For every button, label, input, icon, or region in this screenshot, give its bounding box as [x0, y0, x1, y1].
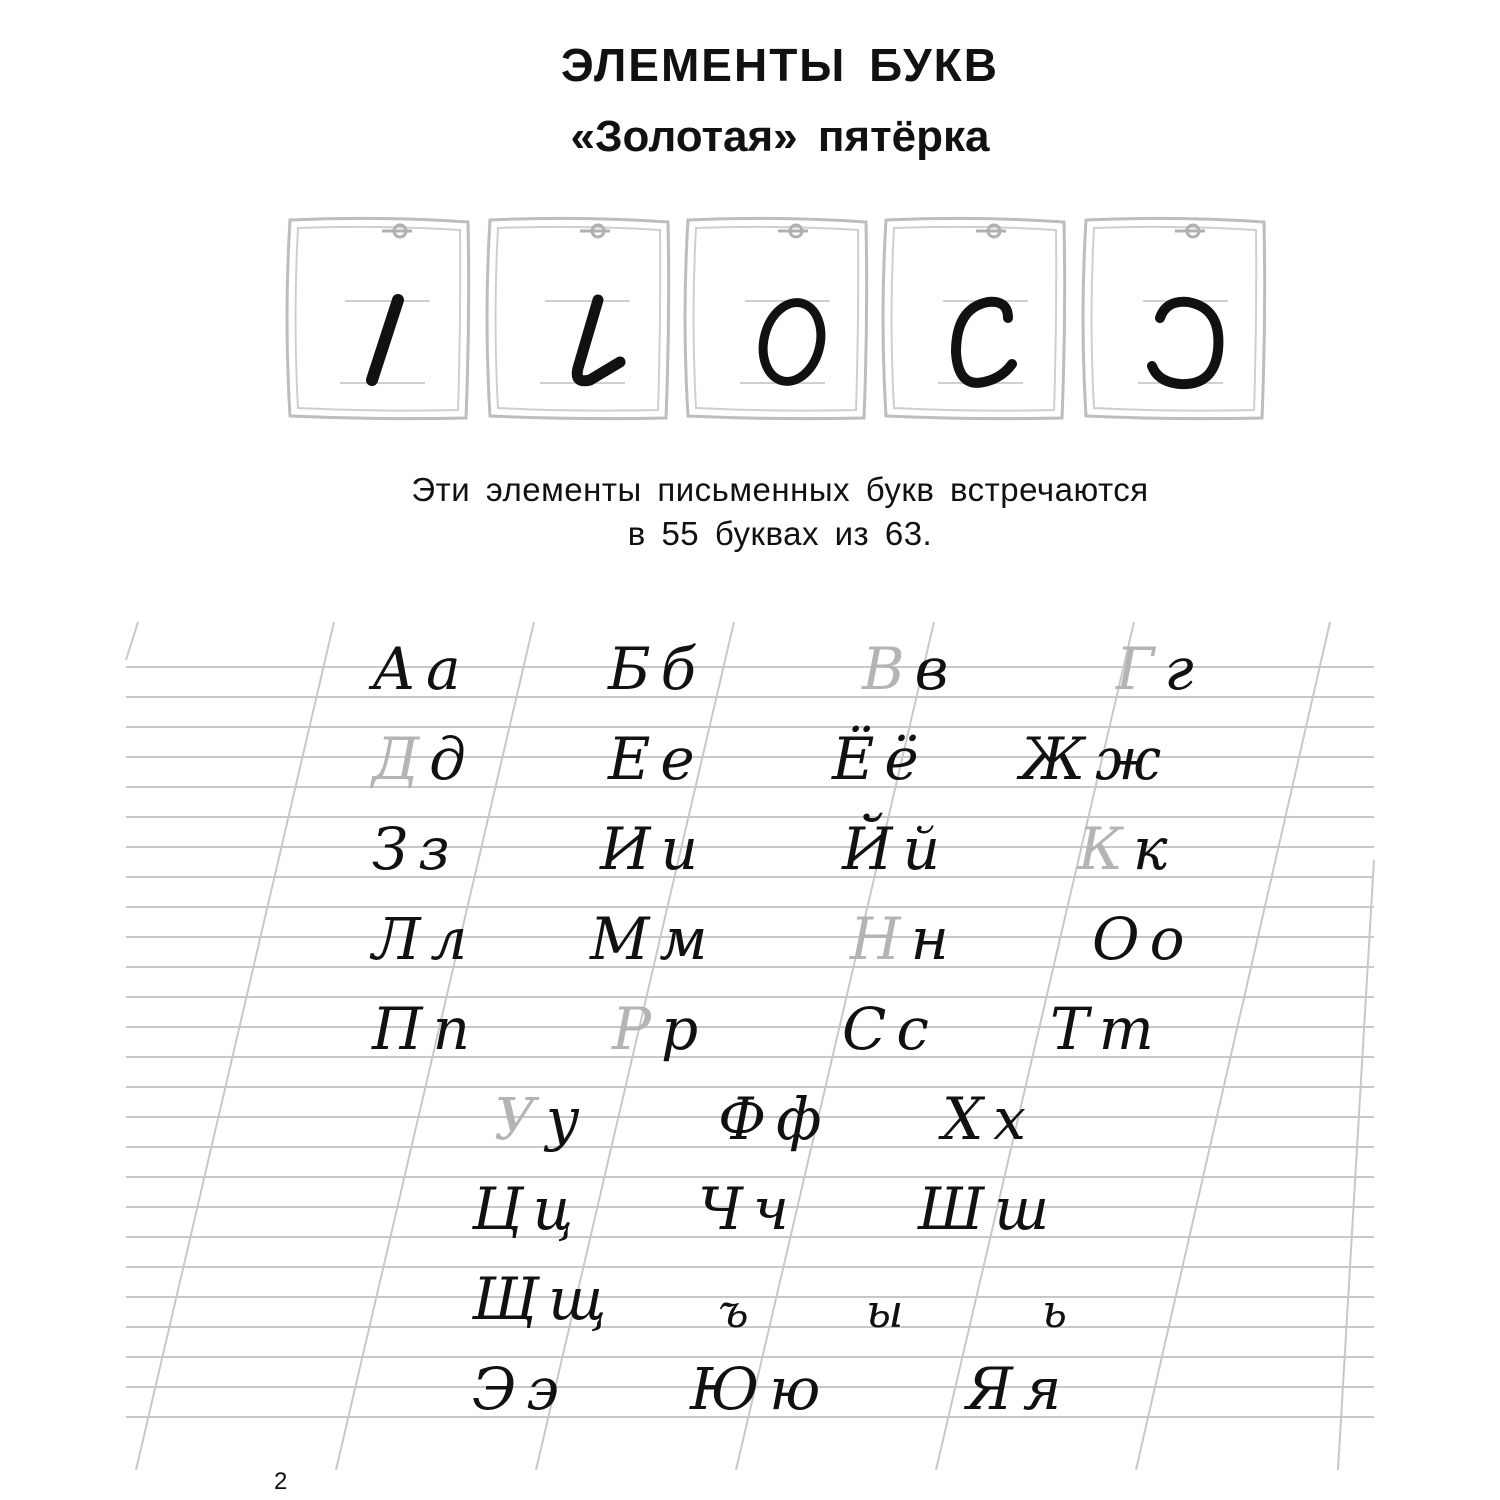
page-title: ЭЛЕМЕНТЫ БУКВ: [561, 39, 999, 91]
letter-pair: ъ: [718, 1284, 749, 1338]
letter-pair: Ё ё: [832, 725, 919, 793]
description-line: в 55 буквах из 63.: [627, 515, 933, 552]
letter-pair: Д д: [372, 725, 466, 793]
letter-pair: Э э: [472, 1355, 559, 1423]
letter-pair: Н н: [850, 905, 949, 973]
page-number: 2: [274, 1468, 288, 1495]
letter-pair: ь: [1042, 1284, 1068, 1338]
description-line: Эти элементы письменных букв встречаются: [411, 471, 1149, 508]
letter-pair: Щ щ: [472, 1265, 607, 1333]
letter-pair: Е е: [608, 725, 695, 793]
letter-pair: Х х: [942, 1085, 1027, 1153]
letter-pair: Ч ч: [698, 1175, 789, 1243]
letter-pair: С с: [842, 995, 929, 1063]
letter-pair: Я я: [966, 1355, 1062, 1423]
letter-pair: У у: [494, 1085, 580, 1153]
letter-pair: Г г: [1116, 635, 1194, 703]
letter-pair: Ф ф: [718, 1085, 822, 1153]
letter-pair: ы: [866, 1284, 904, 1338]
letter-pair: Б б: [608, 635, 697, 703]
page-subtitle: «Золотая» пятёрка: [570, 112, 990, 161]
letter-pair: О о: [1092, 905, 1185, 973]
letter-pair: П п: [372, 995, 470, 1063]
letter-pair: Т т: [1050, 995, 1154, 1063]
letter-pair: Ш ш: [918, 1175, 1050, 1243]
letter-pair: А а: [372, 635, 461, 703]
letter-pair: Ю ю: [690, 1355, 821, 1423]
letter-pair: Л л: [372, 905, 468, 973]
letter-pair: В в: [862, 635, 949, 703]
letter-pair: Ц ц: [472, 1175, 574, 1243]
letter-pair: К к: [1078, 815, 1168, 883]
letter-pair: З з: [372, 815, 450, 883]
letter-pair: Р р: [612, 995, 699, 1063]
letter-pair: Й й: [842, 815, 940, 883]
letter-pair: И и: [600, 815, 698, 883]
letter-pair: М м: [590, 905, 708, 973]
letter-pair: Ж ж: [1020, 725, 1162, 793]
